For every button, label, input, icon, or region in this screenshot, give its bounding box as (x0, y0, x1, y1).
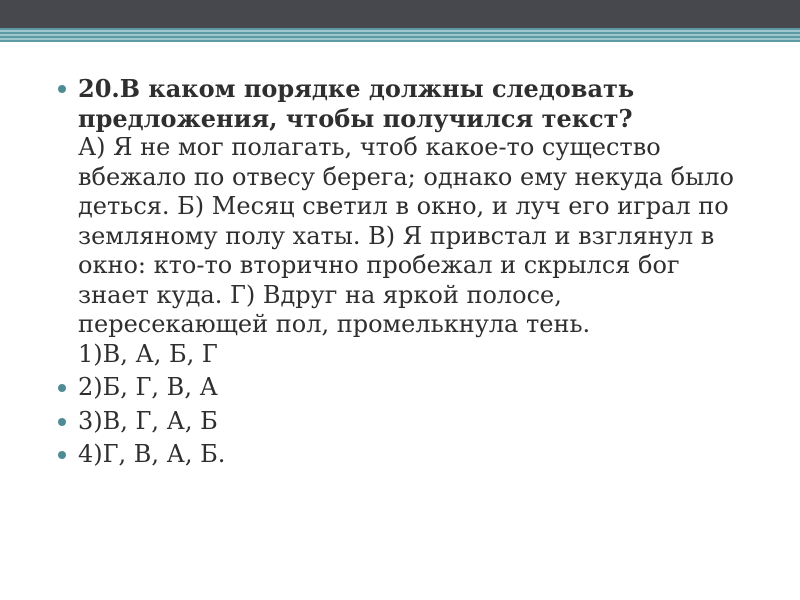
slide-header-band (0, 0, 800, 28)
answer-option: 3)В, Г, А, Б (78, 406, 218, 435)
answer-option: 2)Б, Г, В, А (78, 373, 218, 401)
question-text: А) Я не мог полагать, чтоб какое-то существо вбежало по отвесу берега; однако ему некуда было деться. Б) Месяц светил в окно, и луч его играл по земляному полу хаты. В) Я привстал и взглянул в окно: кто-то вторично пробежал и скрылся бог знает куда. Г) Вдруг на яркой полосе, пересекающей пол, промелькнула тень. (78, 133, 734, 338)
answer-option: 1)В, А, Б, Г (78, 339, 218, 368)
bullet-dot (58, 384, 66, 392)
bullet-dot (58, 418, 66, 426)
answer-option-item (56, 407, 756, 437)
question-title: 20.В каком порядке должны следовать предложения, чтобы получился текст? (78, 74, 635, 133)
question-item (56, 74, 756, 369)
slide-header-stripes (0, 28, 800, 42)
answer-option: 4)Г, В, А, Б. (78, 440, 226, 468)
bullet-dot (58, 85, 66, 93)
answer-option-item (56, 440, 756, 470)
slide-content (56, 74, 756, 474)
answer-option-item (56, 373, 756, 403)
bullet-dot (58, 451, 66, 459)
